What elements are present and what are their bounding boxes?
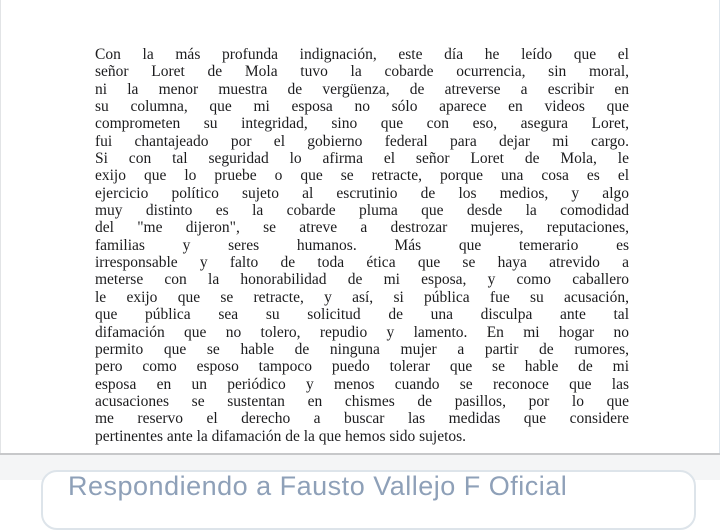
letter-line: Con la más profunda indignación, este día he leído que el [95,46,629,63]
letter-line: esposa en un periódico y menos cuando se reconoce que las [95,375,629,393]
letter-line: fui chantajeado por el gobierno federal para dejar mi cargo. [95,132,629,150]
letter-line: me reservo el derecho a buscar las medidas que considere [95,410,629,428]
letter-line: muy distinto es la cobarde pluma que desde la comodidad [95,202,629,220]
letter-line: permito que se hable de ninguna mujer a partir de rumores, [95,340,629,358]
footer-strip [0,455,720,501]
letter-line: ni la menor muestra de vergüenza, de atreverse a escribir en [95,80,629,98]
letter-line: familias y seres humanos. Más que temerario es [95,236,629,254]
reply-placeholder-text: Respondiendo a Fausto Vallejo F Oficial [68,471,568,501]
letter-line: meterse con la honorabilidad de mi esposa, y como caballero [95,271,629,289]
letter-line: irresponsable y falto de toda ética que se haya atrevido a [95,254,629,272]
letter-line: acusaciones se sustentan en chismes de pasillos, por lo que [95,392,629,410]
letter-line: que pública sea su solicitud de una disculpa ante tal [95,306,629,324]
letter-line: exijo que lo pruebe o que se retracte, porque una cosa es el [95,167,629,185]
reply-input[interactable] [41,470,696,530]
left-edge-line [0,0,1,480]
letter-line: Si con tal seguridad lo afirma el señor Loret de Mola, le [95,150,629,168]
letter-line: ejercicio político sujeto al escrutinio de los medios, y algo [95,184,629,202]
letter-line: su columna, que mi esposa no sólo aparece en videos que [95,98,629,116]
letter-line: comprometen su integridad, sino que con eso, asegura Loret, [95,115,629,133]
letter-line: difamación que no tolero, repudio y lamento. En mi hogar no [95,323,629,341]
letter-line: pero como esposo tampoco puedo tolerar que se hable de mi [95,358,629,376]
letter-body [95,46,629,445]
letter-line: señor Loret de Mola tuvo la cobarde ocurrencia, sin moral, [95,63,629,81]
letter-line: pertinentes ante la difamación de la que hemos sido sujetos. [95,427,467,445]
letter-line: le exijo que se retracte, y así, si pública fue su acusación, [95,288,629,306]
letter-line: del "me dijeron", se atreve a destrozar mujeres, reputaciones, [95,219,629,237]
